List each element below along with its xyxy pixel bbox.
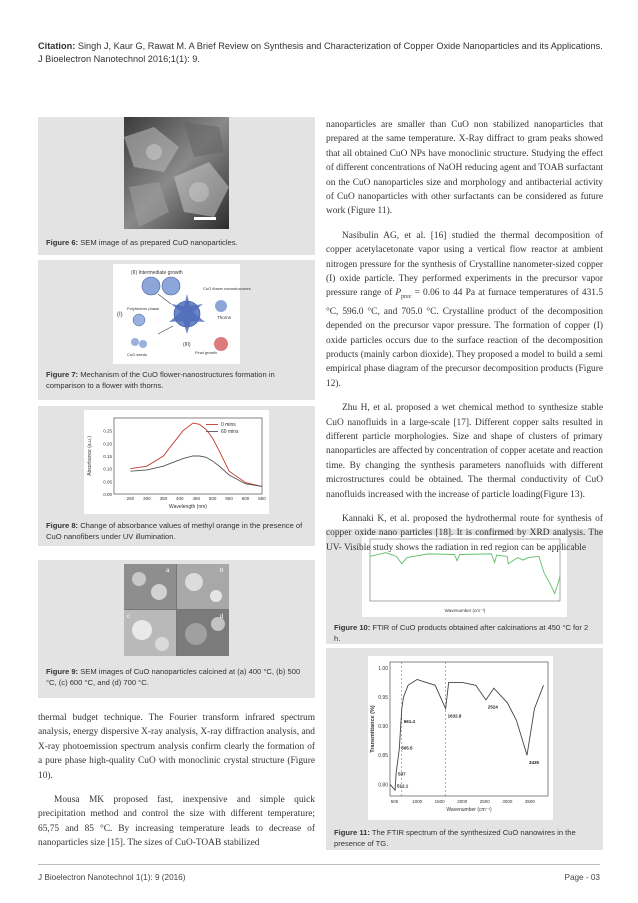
fig8-legend-label: 60 mins [221, 429, 239, 435]
figure-9-image [124, 564, 229, 656]
figure-11-caption: Figure 11: The FTIR spectrum of the synthesized CuO nanowires in the presence of TG. [334, 828, 576, 848]
right-paragraph-4: Kannaki K, et al. proposed the hydrothermal route for synthesis of copper oxide nano particles [18]. It is confirmed by XRD analysis. The UV- Visible study shows the radiation in red region can be applicable [326, 514, 603, 553]
fig7-label-polyhedron: Polyhedron phase [127, 306, 160, 311]
fig11-ytick-label: 1.00 [378, 665, 388, 672]
figure-8 [38, 406, 315, 546]
fig8-xtick-label: 400 [176, 496, 184, 501]
figure-6-image [124, 117, 229, 229]
fig9-panel-d: d [220, 614, 224, 620]
fig8-xlabel: Wavelength (nm) [169, 504, 207, 510]
fig10-xlabel: Wavenumber (cm⁻¹) [444, 608, 486, 613]
left-column-text [38, 711, 315, 861]
fig11-xtick-label: 2500 [479, 799, 490, 804]
fig11-ytick-label: 0.95 [378, 694, 388, 701]
fig8-ytick-label: 0.00 [103, 492, 112, 497]
left-paragraph-2: Mousa MK proposed fast, inexpensive and simple quick precipitation method and control the size with different temperature; 65,75 and 85 °C. By increasing temperature leads to decrease of nanoparticles size [15]. The sizes of CuO-TOAB stabilized [38, 795, 315, 849]
fig11-xtick-label: 3000 [502, 799, 513, 804]
fig11-peak-label: 1632.8 [447, 713, 462, 719]
fig9-panel-a: a [166, 568, 170, 574]
figure-7 [38, 260, 315, 400]
fig8-ytick-label: 0.10 [103, 466, 112, 472]
fig11-ytick-label: 0.80 [378, 782, 388, 789]
fig8-series-line [130, 423, 262, 486]
left-paragraph-1: thermal budget technique. The Fourier transform infrared spectrum analysis, energy dispersive X-ray analysis, X-ray diffraction analysis, and X-ray photoemission spectrum analysis confirm clearly the formation of a pure phase high-quality CuO with monoclinic crystal structure (Figure 10). [38, 713, 315, 781]
fig7-label-intermediate: (II) Intermediate growth [131, 270, 183, 276]
fig8-xtick-label: 450 [192, 496, 200, 501]
fig8-xtick-label: 350 [159, 496, 168, 501]
fig11-peak-label: 512.1 [397, 783, 409, 789]
fig8-xtick-label: 250 [126, 496, 135, 501]
citation [38, 40, 603, 66]
figure-9 [38, 560, 315, 698]
fig11-ytick-label: 0.90 [378, 724, 388, 731]
right-column-text [326, 118, 603, 565]
fig11-xtick-label: 1500 [434, 799, 445, 804]
fig7-label-roman3: (III) [183, 342, 191, 348]
fig11-xtick-label: 500 [390, 799, 399, 804]
fig8-series-line [130, 456, 262, 486]
fig8-xtick-label: 300 [143, 496, 151, 501]
fig11-peak-label: 605.5 [401, 745, 413, 751]
figure-8-caption: Figure 8: Change of absorbance values of methyl orange in the presence of CuO nanofibers under UV illumination. [46, 521, 303, 541]
fig7-label-flower: CuO flower nanostructures [203, 286, 251, 291]
footer-divider [38, 864, 600, 865]
fig8-ytick-label: 0.05 [103, 479, 112, 485]
figure-11-chart [368, 656, 553, 820]
fig9-panel-c: c [127, 614, 130, 620]
fig11-peak-label: 661.4 [403, 719, 416, 725]
fig8-ytick-label: 0.20 [103, 441, 112, 447]
citation-text: Singh J, Kaur G, Rawat M. A Brief Review on Synthesis and Characterization of Copper Oxide Nanoparticles and its Applications. J Bioelectron Nanotechnol 2016;1(1): 9. [38, 41, 603, 64]
fig8-ylabel: Absorbance (a.u.) [87, 436, 93, 476]
fig11-peak-label: 3435 [529, 759, 540, 765]
figure-7-caption: Figure 7: Mechanism of the CuO flower-nanostructures formation in comparison to a flower with thorns. [46, 370, 275, 390]
fig8-xtick-label: 550 [225, 496, 233, 501]
fig9-panel-b: b [220, 568, 224, 574]
fig8-plot-frame [114, 418, 262, 494]
fig8-legend-label: 0 mins [221, 422, 236, 428]
fig11-series-line [390, 679, 543, 790]
fig11-xlabel: Wavenumber (cm⁻¹) [446, 807, 492, 813]
fig11-xtick-label: 2000 [457, 799, 468, 804]
fig7-label-final: Final growth [195, 350, 217, 355]
fig8-xtick-label: 500 [208, 496, 217, 501]
citation-label: Citation: [38, 41, 76, 51]
fig11-peak-label: 537 [398, 771, 406, 777]
fig8-ytick-label: 0.15 [103, 454, 112, 459]
figure-6 [38, 117, 315, 255]
fig11-peak-label: 2524 [487, 704, 498, 710]
fig8-ytick-label: 0.25 [103, 428, 112, 434]
figure-8-chart [84, 410, 269, 514]
footer-page-number: Page - 03 [564, 873, 600, 882]
fig11-xtick-label: 1000 [412, 799, 423, 804]
figure-7-diagram [113, 264, 251, 364]
fig7-label-cuo-seeds: CuO seeds [127, 352, 148, 357]
figure-6-caption: Figure 6: SEM image of as prepared CuO nanoparticles. [46, 238, 238, 247]
fig7-label-thorns: Thorns [217, 315, 232, 320]
fig11-xtick-label: 3500 [524, 799, 535, 804]
fig7-label-roman1: (I) [117, 312, 123, 318]
fig11-ytick-label: 0.85 [378, 753, 388, 760]
fig8-xtick-label: 600 [241, 496, 250, 501]
footer-journal: J Bioelectron Nanotechnol 1(1): 9 (2016) [38, 873, 186, 882]
figure-10-caption: Figure 10: FTIR of CuO products obtained after calcinations at 450 °C for 2 h. [334, 623, 589, 643]
right-paragraph-2: Nasibulin AG, et al. [16] studied the thermal decomposition of copper acetylacetonate vapor using a vertical flow reactor at ambient nitrogen pressure for the synthesis of Crystalline nanometer-sized copper (I) oxide particle. They performed experiments in the precursor vapor pressure range of $P_{prec} = 0.06$ to 44 Pa at furnace temperatures of 431.5 °C, 596.0 °C, and 705.0 °C. Crystalline product of the decomposition depended on the precursor vapor pressure. The formation of copper (I) oxide particles occurs due to the surface reaction of the decomposition products (mainly carbon dioxide). They proposed a model to build a semi empirical phase diagram of the precursor decomposition products (Figure 12). [326, 230, 604, 389]
figure-9-caption: Figure 9: SEM images of CuO nanoparticles calcined at (a) 400 °C, (b) 500 °C, (c) 600 °C, and (d) 700 °C. [46, 667, 301, 687]
right-paragraph-1: nanoparticles are smaller than CuO non stabilized nanoparticles that prepared at the same temperature. X-Ray diffract to gram peaks showed that all obtained CuO NPs have monoclinic structure. Studying the effect of different concentrations of NaOH reducing agent and TOAB surfactant on the CuO nanoparticles size and morphology and antibacterial activity of CuO nanoparticles with other surfactants can be considered as future work (Figure 11). [326, 120, 603, 217]
fig11-ylabel: Transmittance (%) [370, 705, 376, 753]
figure-11 [326, 648, 603, 850]
fig8-xtick-label: 650 [258, 496, 266, 501]
right-paragraph-3: Zhu H, et al. proposed a wet chemical method to synthesize stable CuO nanofluids in a large-scale [17]. Different copper salts resulted in different particle morphologies. Size and shape of clusters of primary nanoparticles are affected by concentration of copper acetate and reaction time. By changing the synthesis parameters nanofluids with different microstructures could be obtained. The thermal conductivity of CuO nanofluids increased with the increase of particle loading(Figure 13). [326, 403, 603, 500]
